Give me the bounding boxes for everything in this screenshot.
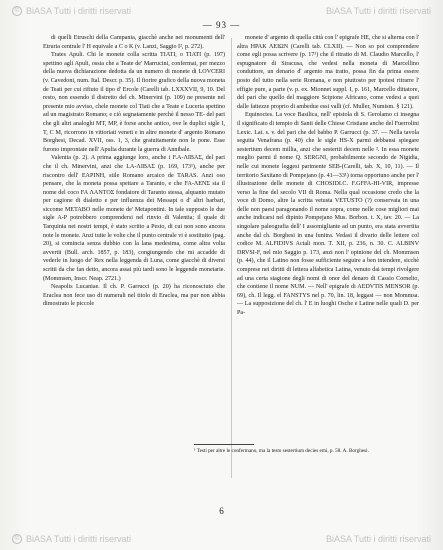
copyright-icon: © — [12, 6, 22, 16]
paragraph: di quelli Etruschi della Campania, giacchè anche nei monumenti dell' Etruria centrale l' H equivale a C o K (v. Lanzi, Saggio I², p. 272). — [43, 35, 225, 50]
page-number: — 93 — — [202, 20, 241, 30]
signature-mark: 6 — [219, 506, 224, 516]
footnote-divider — [194, 444, 254, 445]
watermark-text: BiASA Tutti i diritti riservati — [26, 6, 132, 16]
left-column — [43, 34, 225, 482]
paragraph: monete d' argento di quella città con l' epigrafe ΗΕ, che si alterna con l' altra ΗΡΑΚ ΛΕΙΩΝ (Carelli tab. CLXII). — Non so poi comprendere come egli possa scrivere (p. 17¹) che il ritratto di M. Claudio Marcello, l' espugnatore di Siracusa, che vedesi nella moneta di Marcellino conduttore, un denario d' argento ma tratto, possa fin da prima essere posto del tutto nella serie Romana, e non piuttosto per ipotesi ritrarre l' effigie pure, a parte (v. p. ex. Mionnet suppl. I, p. 161, Marcello dittatore, del pari che quello del maggiore Scipione Africano, come vedesi a quei dalle fattezze proprio di ambedue essi valli (cf. Muller, Numism. § 121). — [237, 35, 419, 110]
paragraph: Equinoctes. La voce Basilica, nell' epistola di S. Gerolamo ci insegna il significato di tempio di Santi delle Chiese Cristiane anche del Fuerrolini Lexic. Lat. s. v. del pari che del babbo P. Garrucci (p. 37. — Nella tavola seguita Venafrana (p. 40) che le sigle HS-X parmi debbansi spiegare sestertium decem millia, anzi che sestertii decem nelle ². In essa monete meglio parmi il nome Q. SERGNI, probabilmente secondo de Ntgidia, nelle cui monete leggesi parimente SEB-(Carelli, tab. X, 10, 11). — Il territorio Saxitano di Pompejano (p. 41—33¹) torna opportuno anche per l' illustrazione delle monete di CHOSIDI.C. F.GFFA-HI-VIR, impresse verso la fine del secolo VII di Roma. Nella qual occasione credo che la voce di Domo, altre la scritta vetusta VETUSTO (?) conservata in una delle non paesi paragonando il nome sopra, come nelle cose migliori mai anche indicarsi nel dipinto Pompejano Mus. Borbon. t. X, tav. 20. — La singolare paleografia dell' I assomigliante ad un punto, era stata avvertita anche dal ch. Borghesi in una funitra. Vedasi il divario delle lettere col codice M. ALFIDIVS Actali mon. T. XII, p. 236, n. 30. C. ALBINV DRVSI-F, nel mio Saggio p. 173, anzi non l' opinione del ch. Mommsen (p. 44), che il Latino non fosse sufficiente seguire a ben intendere, sicchè comprese nei diritti di lettera alfabetica Latina, venuto dai tempi rivolgere ad una certa stagione degli nomi di onor del denaro di Cassio Cornelio, che contiene il nome NUM. — Nell' epigrafe di AEDVTIS MENSOR (p. 69), ch. Il legg. el FANSTYS nel p. 70, lin. 18, leggasi — non Mommsa. — La supposizione del ch. l' E in luoghi Osche e Latine nelle quali D. per Pa- — [237, 112, 419, 316]
watermark-text: BiASA Tutti i diritti riservati — [26, 534, 132, 544]
watermark-text: BiASA Tutti i diritti riservati — [325, 534, 431, 544]
paragraph: Trates Apuli. Chi le monete colla scritta TIATI, o ΤΙΑΤΙ (p. 197) spettino agli Apuli, ossia che a Teate de' Marrucini, confermai, per mezzo della nuova dichiarazione dedotta da un numero di monete di LOVCERI (v. Cavedoni, num. Ital. Descr. p. 35). Il fiorire grafico della nuova moneta de Teati per cui rifiuto il tipo d' Ercole (Carelli tab. LXXXVII, 9, 10. Del resto, non essendo il distretto del ch. Minervini (p. 109) ne presente nel presente mio avviso, chele monete col Tiati che a Teate e Luceria spettino ad un magistrato Romano; e ciò segnatamente perchè il nesso TE- del pari che gli altri analoghi MT, MP, è forse anche antico, ove le duplici sigle I, T, C M, ricorrono in vittoriati veneti e in altre monete d' argento Romano Borghesi, Decad. XVII, oss. 1, 3, che gratuitamente non le pone. Esse furono improntate nell' Apulia durante la guerra di Annibale. — [43, 52, 225, 153]
right-column — [237, 34, 419, 482]
footnote: ¹ Testi per altre le confermano, ma la testo sestertium decies emi, p. 58. A. Borghesi. — [194, 448, 369, 454]
paragraph: Neapolis Lucaniae. Il ch. P. Garrucci (p. 20) ha riconosciuto che Eraclea non fece uso di numerali nel titolo di Eraclea, ma pur non abbia dimostrato le piccole — [43, 284, 225, 308]
watermark-top — [0, 4, 443, 18]
text-columns — [43, 34, 421, 482]
watermark-top-left — [12, 6, 131, 16]
watermark-text: BiASA Tutti i diritti riservati — [325, 6, 431, 16]
watermark-bottom-left — [12, 534, 131, 544]
column-divider — [231, 38, 232, 478]
watermark-bottom — [0, 532, 443, 546]
paragraph: Valentia (p. 2). A prima aggiunge loro, anche i F.A-ΛΙΒΑΣ, del pari che il ch. Minervini, anzi che LA-ΛΙΒΑΣ (p. 169, 173¹), anche per riscontro dell' ΕΑΡΙΝΗ, stile Romano arcaico de TARAS. Anzi oso pensare, che la moneta possa spettare a Taranto, e che FA-ΛΕΝΣ sia il nome del coco FA ΛΑΝΤΟΣ fondatore di Taranto stessa, alquanto mutato per cagione di dialetto e per influenza dei Messapi o d' altri barbari, siccome METABO nelle monete de' Metapontini. In tale supposto le due sigle A-P potrebbero comprendersi nel rinvio di Valentia; il quale di Tarquinia nei nostri tempi, è stato scritto a Pesto, di cui non sono ancora note le monete. Anzi tutte le volte che il punto centrale vi è sostituito (pag. 20), si comincia senza dubbio con la lana medesima, come altra volta avvertii (Bull. arch. 1857, p. 183), congiungendo che mi accadde di vederle in luogo de' Rex nella leggenda di Luna, come giacchè di diversi scritti da che fan detto, ancora assai più tardi sono le leggende monetarie. (Mommsen, Inscr. Neap. 2721.) — [43, 155, 225, 282]
copyright-icon: © — [12, 534, 22, 544]
